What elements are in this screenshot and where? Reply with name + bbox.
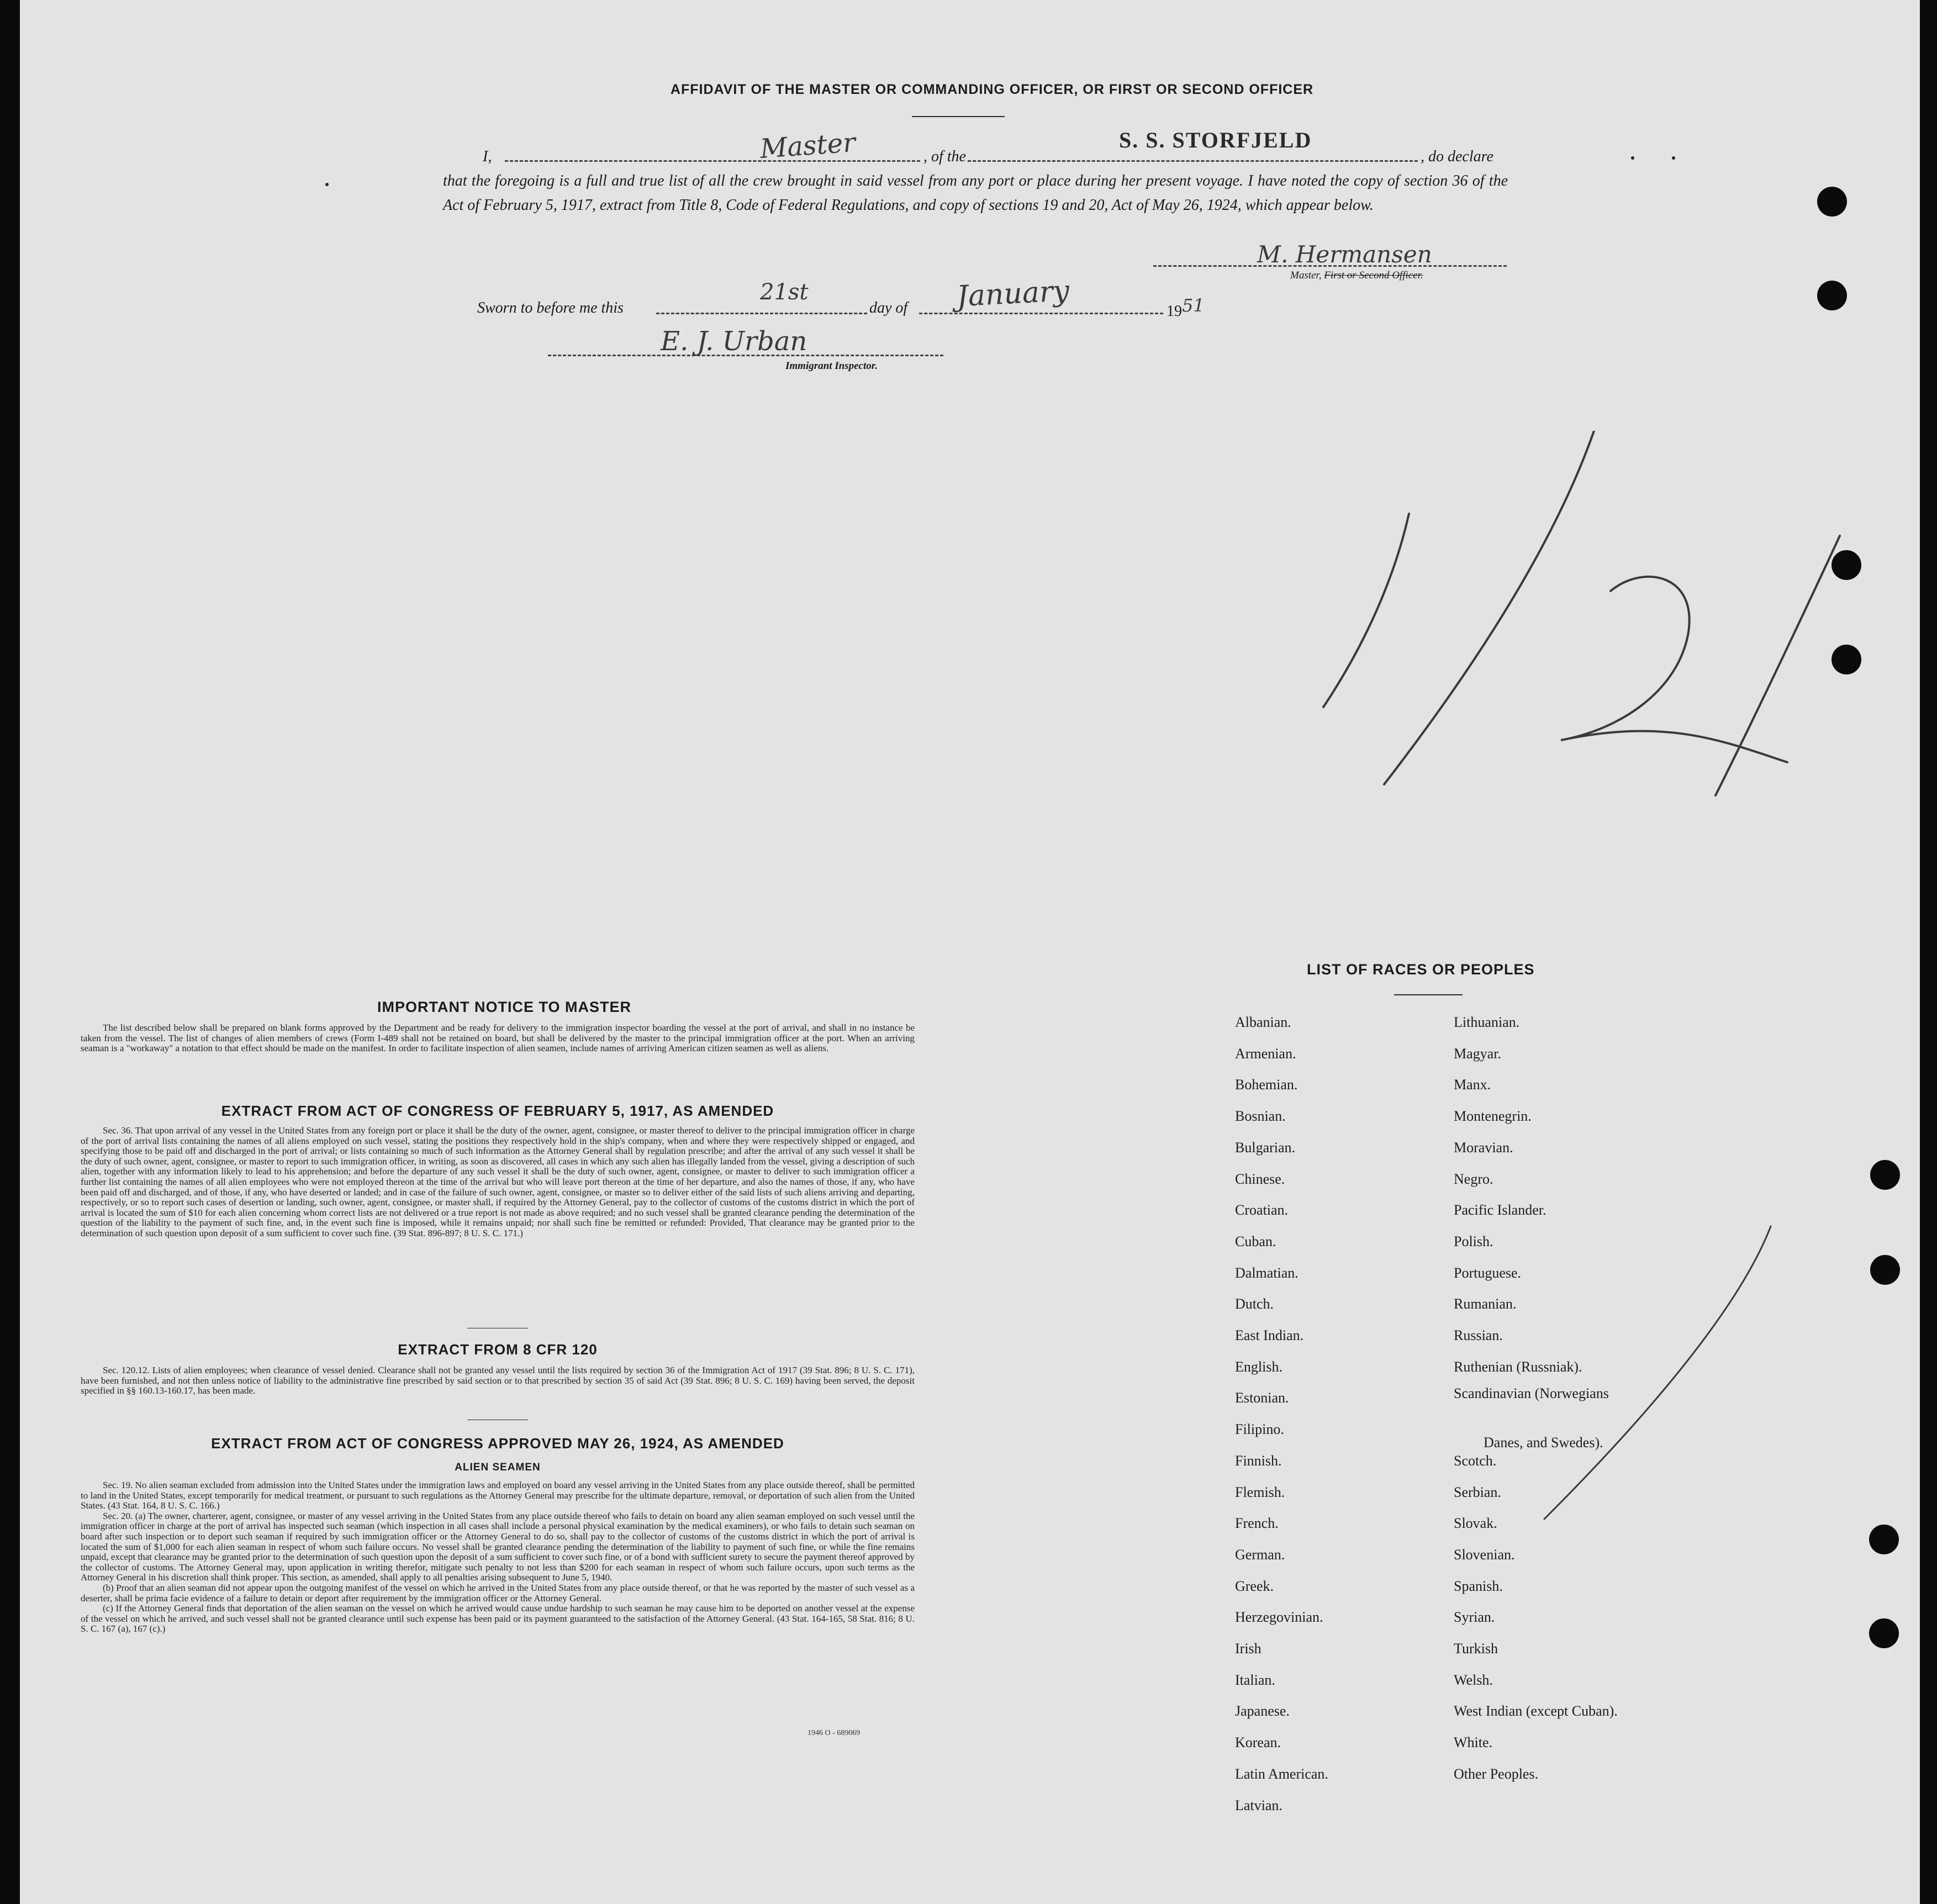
race-item: Serbian. <box>1454 1484 1501 1500</box>
race-item: West Indian (except Cuban). <box>1454 1703 1618 1720</box>
year-hand: 51 <box>1182 295 1205 316</box>
race-item: Syrian. <box>1454 1609 1495 1626</box>
race-item: Russian. <box>1454 1327 1503 1343</box>
inspector-signature: E. J. Urban <box>661 326 807 357</box>
races-title-underline <box>1394 994 1463 995</box>
race-item: English. <box>1235 1358 1282 1375</box>
sworn-day-of: day of <box>869 299 908 317</box>
race-item: Herzegovinian. <box>1235 1609 1323 1626</box>
race-item: Italian. <box>1235 1671 1275 1688</box>
race-item: Bulgarian. <box>1235 1139 1296 1156</box>
race-item: Manx. <box>1454 1077 1491 1093</box>
dot-mark <box>325 183 329 186</box>
extract-1924-body <box>81 1480 915 1634</box>
dot-mark <box>1672 156 1675 160</box>
caption-master: Master, <box>1290 270 1322 281</box>
inspector-caption: Immigrant Inspector. <box>785 360 878 372</box>
punch-hole <box>1869 1618 1899 1648</box>
race-item: French. <box>1235 1515 1279 1532</box>
master-signature: M. Hermansen <box>1257 241 1432 268</box>
check-mark-line <box>1533 1221 1787 1530</box>
race-item: Japanese. <box>1235 1703 1290 1720</box>
vessel-stamp: S. S. STORFJELD <box>1119 128 1312 152</box>
vessel-blank <box>968 160 1418 162</box>
year-century: 19 <box>1167 303 1182 320</box>
notice-title: IMPORTANT NOTICE TO MASTER <box>377 999 631 1015</box>
race-item: Spanish. <box>1454 1578 1503 1594</box>
race-item: Magyar. <box>1454 1045 1501 1062</box>
race-item: Negro. <box>1454 1170 1493 1187</box>
title-underline <box>912 116 1005 117</box>
punch-hole <box>1870 1160 1900 1190</box>
affidavit-line1-prefix: I, <box>483 148 492 165</box>
document-page <box>20 0 1920 1904</box>
punch-hole <box>1870 1255 1900 1285</box>
handwritten-name: Master <box>759 127 857 165</box>
race-item: Filipino. <box>1235 1421 1284 1438</box>
race-item: Slovenian. <box>1454 1546 1515 1563</box>
race-item: Portuguese. <box>1454 1264 1522 1281</box>
race-item: German. <box>1235 1546 1285 1563</box>
race-item: Dutch. <box>1235 1296 1274 1312</box>
race-item: Dalmatian. <box>1235 1264 1299 1281</box>
affidavit-do-declare: , do declare <box>1421 148 1493 165</box>
race-item: Korean. <box>1235 1734 1281 1751</box>
races-title: LIST OF RACES OR PEOPLES <box>1307 961 1535 978</box>
race-item: Lithuanian. <box>1454 1014 1520 1030</box>
race-item: Estonian. <box>1235 1390 1289 1406</box>
race-item: Bosnian. <box>1235 1108 1286 1125</box>
race-item: Bohemian. <box>1235 1077 1298 1093</box>
race-item: Slovak. <box>1454 1515 1497 1532</box>
race-item: Chinese. <box>1235 1170 1285 1187</box>
sworn-month: January <box>956 274 1070 314</box>
race-item: Ruthenian (Russniak). <box>1454 1358 1582 1375</box>
race-item: Danes, and Swedes). <box>1484 1434 1603 1451</box>
name-blank <box>505 160 920 162</box>
race-item: Finnish. <box>1235 1452 1282 1469</box>
race-item: Greek. <box>1235 1578 1274 1594</box>
race-item: East Indian. <box>1235 1327 1304 1343</box>
punch-hole <box>1832 550 1861 580</box>
race-item: Irish <box>1235 1641 1262 1657</box>
race-item: Cuban. <box>1235 1233 1276 1249</box>
race-item: Rumanian. <box>1454 1296 1517 1312</box>
sec-19-text: Sec. 19. No alien seaman excluded from admission into the United States under the immigration laws and employed on board any vessel arriving in the United States from any place outside thereof, shall be permitted to land in the United States, except temporarily for medical treatment, or pursuant to such regulations as the Attorney General may prescribe for the ultimate departure, removal, or deportation of such alien from the United States. (43 Stat. 164, 8 U. S. C. 166.) <box>81 1480 915 1511</box>
extract-1924-title: EXTRACT FROM ACT OF CONGRESS APPROVED MAY 26, 1924, AS AMENDED <box>211 1435 784 1452</box>
caption-struck: First or Second Officer. <box>1324 270 1423 281</box>
race-item: Pacific Islander. <box>1454 1202 1547 1219</box>
punch-hole <box>1832 645 1861 674</box>
race-item: Scandinavian (Norwegians <box>1454 1385 1609 1402</box>
sworn-prefix: Sworn to before me this <box>477 299 624 317</box>
sec-20a-text: Sec. 20. (a) The owner, charterer, agent, consignee, or master of any vessel arriving in the United States from any place outside thereof who fails to detain on board any alien seaman employed on such vessel until the immigration officer in charge at the port of arrival has inspected such seaman (which inspection in all cases shall include a personal physical examination by the medical examiners), or who fails to detain such seaman on board after such inspection or to deport such seaman if required by such immigration officer or the Attorney General to do so, shall pay to the collector of customs of the customs district in which the port of arrival is located the sum of $1,000 for each alien seaman in respect of whom such failure occurs. No vessel shall be granted clearance pending the determination of the liability to payment of such fine, or while the fine remains unpaid, except that clearance may be granted prior to the determination of such question upon the deposit of a sum sufficient to cover such fine, or of a bond with sufficient surety to secure the payment thereof approved by the collector of customs. The Attorney General may, upon application in writing therefor, mitigate such penalty to not less than $200 for each seaman in respect of whom such failure occurs, upon such terms as the Attorney General in his discretion shall think proper. This section, as amended, shall apply to all penalties arising subsequent to June 5, 1940. <box>81 1510 915 1583</box>
notice-text: The list described below shall be prepared on blank forms approved by the Department and be ready for delivery to the immigration inspector boarding the vessel at the port of arrival, and shall in no instance be taken from the vessel. The list of changes of alien members of crews (Form I-489 shall not be retained on board, but shall be delivered by the master to the principal immigration officer at the port. When an arriving seaman is a "workaway" a notation to that effect should be made on the manifest. In order to facilitate inspection of alien seamen, include names of arriving American citizen seamen as well as aliens. <box>81 1022 915 1054</box>
race-item: Welsh. <box>1454 1671 1493 1688</box>
race-item: Turkish <box>1454 1641 1498 1657</box>
extract-1917-text: Sec. 36. That upon arrival of any vessel in the United States from any foreign port or place it shall be the duty of the owner, agent, consignee, or master thereof to deliver to the principal immigration officer in charge of the port of arrival lists containing the names of all aliens employed on such vessel, stating the positions they respectively hold in the ship's company, when and where they were respectively shipped or engaged, and specifying those to be paid off and discharged in the port of arrival; or lists containing so much of such information as the Attorney General shall by regulation prescribe; and after the arrival of any such vessel it shall be the duty of such owner, agent, consignee, or master to report to such immigration officer, in writing, as soon as discovered, all cases in which any such alien has illegally landed from the vessel, giving a description of such alien, together with any information likely to lead to his apprehension; and before the departure of any such vessel it shall be the duty of such owner, agent, consignee, or master to deliver to such immigration officer a further list containing the names of all alien employees who were not employed thereon at the time of the arrival but who will leave port thereon at the time of her departure, and also the names of those, if any, who have been paid off and discharged, and of those, if any, who have deserted or landed; and in case of the failure of such owner, agent, consignee, or master so to deliver either of the said lists of such aliens arriving and departing, respectively, or so to report such cases of desertion or landing, such owner, agent, consignee, or master shall, if required by the Attorney General, pay to the collector of customs of the customs district in which the port of arrival is located the sum of $10 for each alien concerning whom correct lists are not delivered or a true report is not made as above required; and no such vessel shall be granted clearance pending the determination of the question of the liability to the payment of such fine, and, in the event such fine is imposed, while it remains unpaid; nor shall such fine be remitted or refunded: Provided, That clearance may be granted prior to the determination of such question upon deposit of a sum sufficient to cover such fine. (39 Stat. 896-897; 8 U. S. C. 171.) <box>81 1125 915 1238</box>
race-item: Montenegrin. <box>1454 1108 1532 1125</box>
extract-cfr-text: Sec. 120.12. Lists of alien employees; when clearance of vessel denied. Clearance shall not be granted any vessel until the lists required by section 36 of the Immigration Act of 1917 (39 Stat. 896; 8 U. S. C. 171), have been furnished, and not then unless notice of liability to the administrative fine prescribed by said section or to that prescribed by section 35 of said Act (39 Stat. 896; 8 U. S. C. 169) having been served, the deposit specified in §§ 160.13-160.17, has been made. <box>81 1365 915 1396</box>
race-item: Flemish. <box>1235 1484 1285 1500</box>
race-item: Moravian. <box>1454 1139 1513 1156</box>
extract-cfr-title: EXTRACT FROM 8 CFR 120 <box>398 1341 598 1358</box>
sec-20c-text: (c) If the Attorney General finds that deportation of the alien seaman on the vessel on which he arrived would cause undue hardship to such seaman he may cause him to be deported on another vessel at the expense of the vessel on which he arrived, and such vessel shall not be granted clearance until such expense has been paid or its payment guaranteed to the satisfaction of the Attorney General. (43 Stat. 164-165, 58 Stat. 816; 8 U. S. C. 167 (a), 167 (c).) <box>81 1603 915 1634</box>
race-item: Latin American. <box>1235 1765 1328 1782</box>
print-code: 1946 O - 689069 <box>807 1729 861 1737</box>
dot-mark <box>1631 156 1634 160</box>
race-item: Scotch. <box>1454 1452 1497 1469</box>
sworn-day: 21st <box>760 279 809 305</box>
race-item: Other Peoples. <box>1454 1765 1539 1782</box>
race-item: Albanian. <box>1235 1014 1291 1030</box>
sec-20b-text: (b) Proof that an alien seaman did not appear upon the outgoing manifest of the vessel on which he arrived in the United States from any place outside thereof, or that he was reported by the master of such vessel as a deserter, shall be prima facie evidence of a failure to detain or deport after requirement by the immigration officer or the Attorney General. <box>81 1582 915 1604</box>
race-item: Croatian. <box>1235 1202 1289 1219</box>
signature-caption <box>1290 270 1423 282</box>
sworn-year-printed <box>1167 295 1205 320</box>
month-blank <box>919 313 1163 314</box>
margin-note-drawing <box>1191 431 1909 983</box>
race-item: Polish. <box>1454 1233 1493 1249</box>
race-item: Latvian. <box>1235 1797 1282 1813</box>
punch-hole <box>1817 281 1847 310</box>
day-blank <box>656 313 867 314</box>
affidavit-body: that the foregoing is a full and true list of all the crew brought in said vessel from any port or place during her present voyage. I have noted the copy of section 36 of the Act of February 5, 1917, extract from Title 8, Code of Federal Regulations, and copy of sections 19 and 20, Act of May 26, 1924, which appear below. <box>443 172 1508 214</box>
race-item: White. <box>1454 1734 1493 1751</box>
punch-hole <box>1869 1525 1899 1554</box>
extract-1924-subtitle: ALIEN SEAMEN <box>455 1462 541 1473</box>
affidavit-of-the: , of the <box>923 148 966 165</box>
race-item: Armenian. <box>1235 1045 1296 1062</box>
punch-hole <box>1817 187 1847 217</box>
extract-1917-title: EXTRACT FROM ACT OF CONGRESS OF FEBRUARY 5, 1917, AS AMENDED <box>221 1103 774 1119</box>
affidavit-title: AFFIDAVIT OF THE MASTER OR COMMANDING OFFICER, OR FIRST OR SECOND OFFICER <box>670 82 1314 97</box>
